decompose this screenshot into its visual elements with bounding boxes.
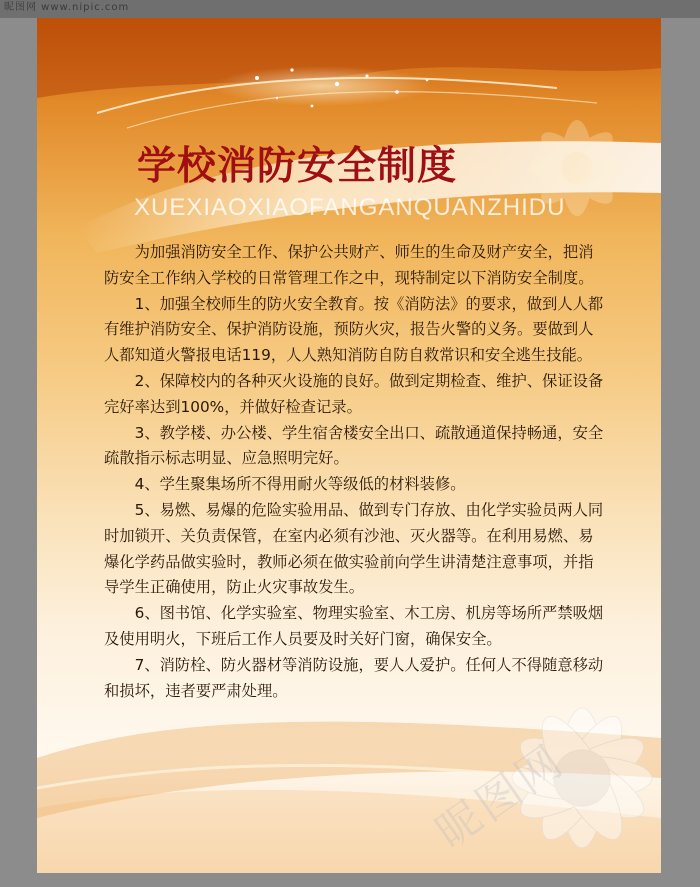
rule-item-7: 7、消防栓、防火器材等消防设施，要人人爱护。任何人不得随意移动和损坏，违者要严肃处理。 <box>104 655 604 700</box>
policy-body <box>104 240 604 704</box>
top-bar-text: 昵图网 www.nipic.com <box>4 2 130 13</box>
rule-item-6: 6、图书馆、化学实验室、物理实验室、木工房、机房等场所严禁吸烟及使用明火，下班后工作人员要及时关好门窗，确保安全。 <box>104 604 604 648</box>
watermark: 昵图网 <box>427 734 575 859</box>
poster-pinyin-subtitle: XUEXIAOXIAOFANGANQUANZHIDU <box>134 194 566 221</box>
rule-item-5: 5、易燃、易爆的危险实验用品、做到专门存放、由化学实验员两人同时加锁开、关负责保管，在室内必须有沙池、灭火器等。在利用易燃、易爆化学药品做实验时，教师必须在做实验前向学生讲清楚注意事项，并指导学生正确使用，防止火灾事故发生。 <box>104 500 604 597</box>
poster <box>37 18 661 873</box>
rule-item-2: 2、保障校内的各种灭火设施的良好。做到定期检查、维护、保证设备完好率达到100%，并做好检查记录。 <box>104 371 604 416</box>
top-bar <box>0 0 700 18</box>
poster-title: 学校消防安全制度 <box>137 144 458 189</box>
rule-item-1: 1、加强全校师生的防火安全教育。按《消防法》的要求，做到人人都有维护消防安全、保护消防设施，预防火灾，报告火警的义务。要做到人人都知道火警报电话119，人人熟知消防自防自救常识和安全逃生技能。 <box>104 294 604 365</box>
rule-item-3: 3、教学楼、办公楼、学生宿舍楼安全出口、疏散通道保持畅通，安全疏散指示标志明显、应急照明完好。 <box>104 423 604 468</box>
intro-paragraph: 为加强消防安全工作、保护公共财产、师生的生命及财产安全，把消防安全工作纳入学校的日常管理工作之中，现特制定以下消防安全制度。 <box>104 243 594 287</box>
rule-item-4: 4、学生聚集场所不得用耐火等级低的材料装修。 <box>134 475 466 494</box>
